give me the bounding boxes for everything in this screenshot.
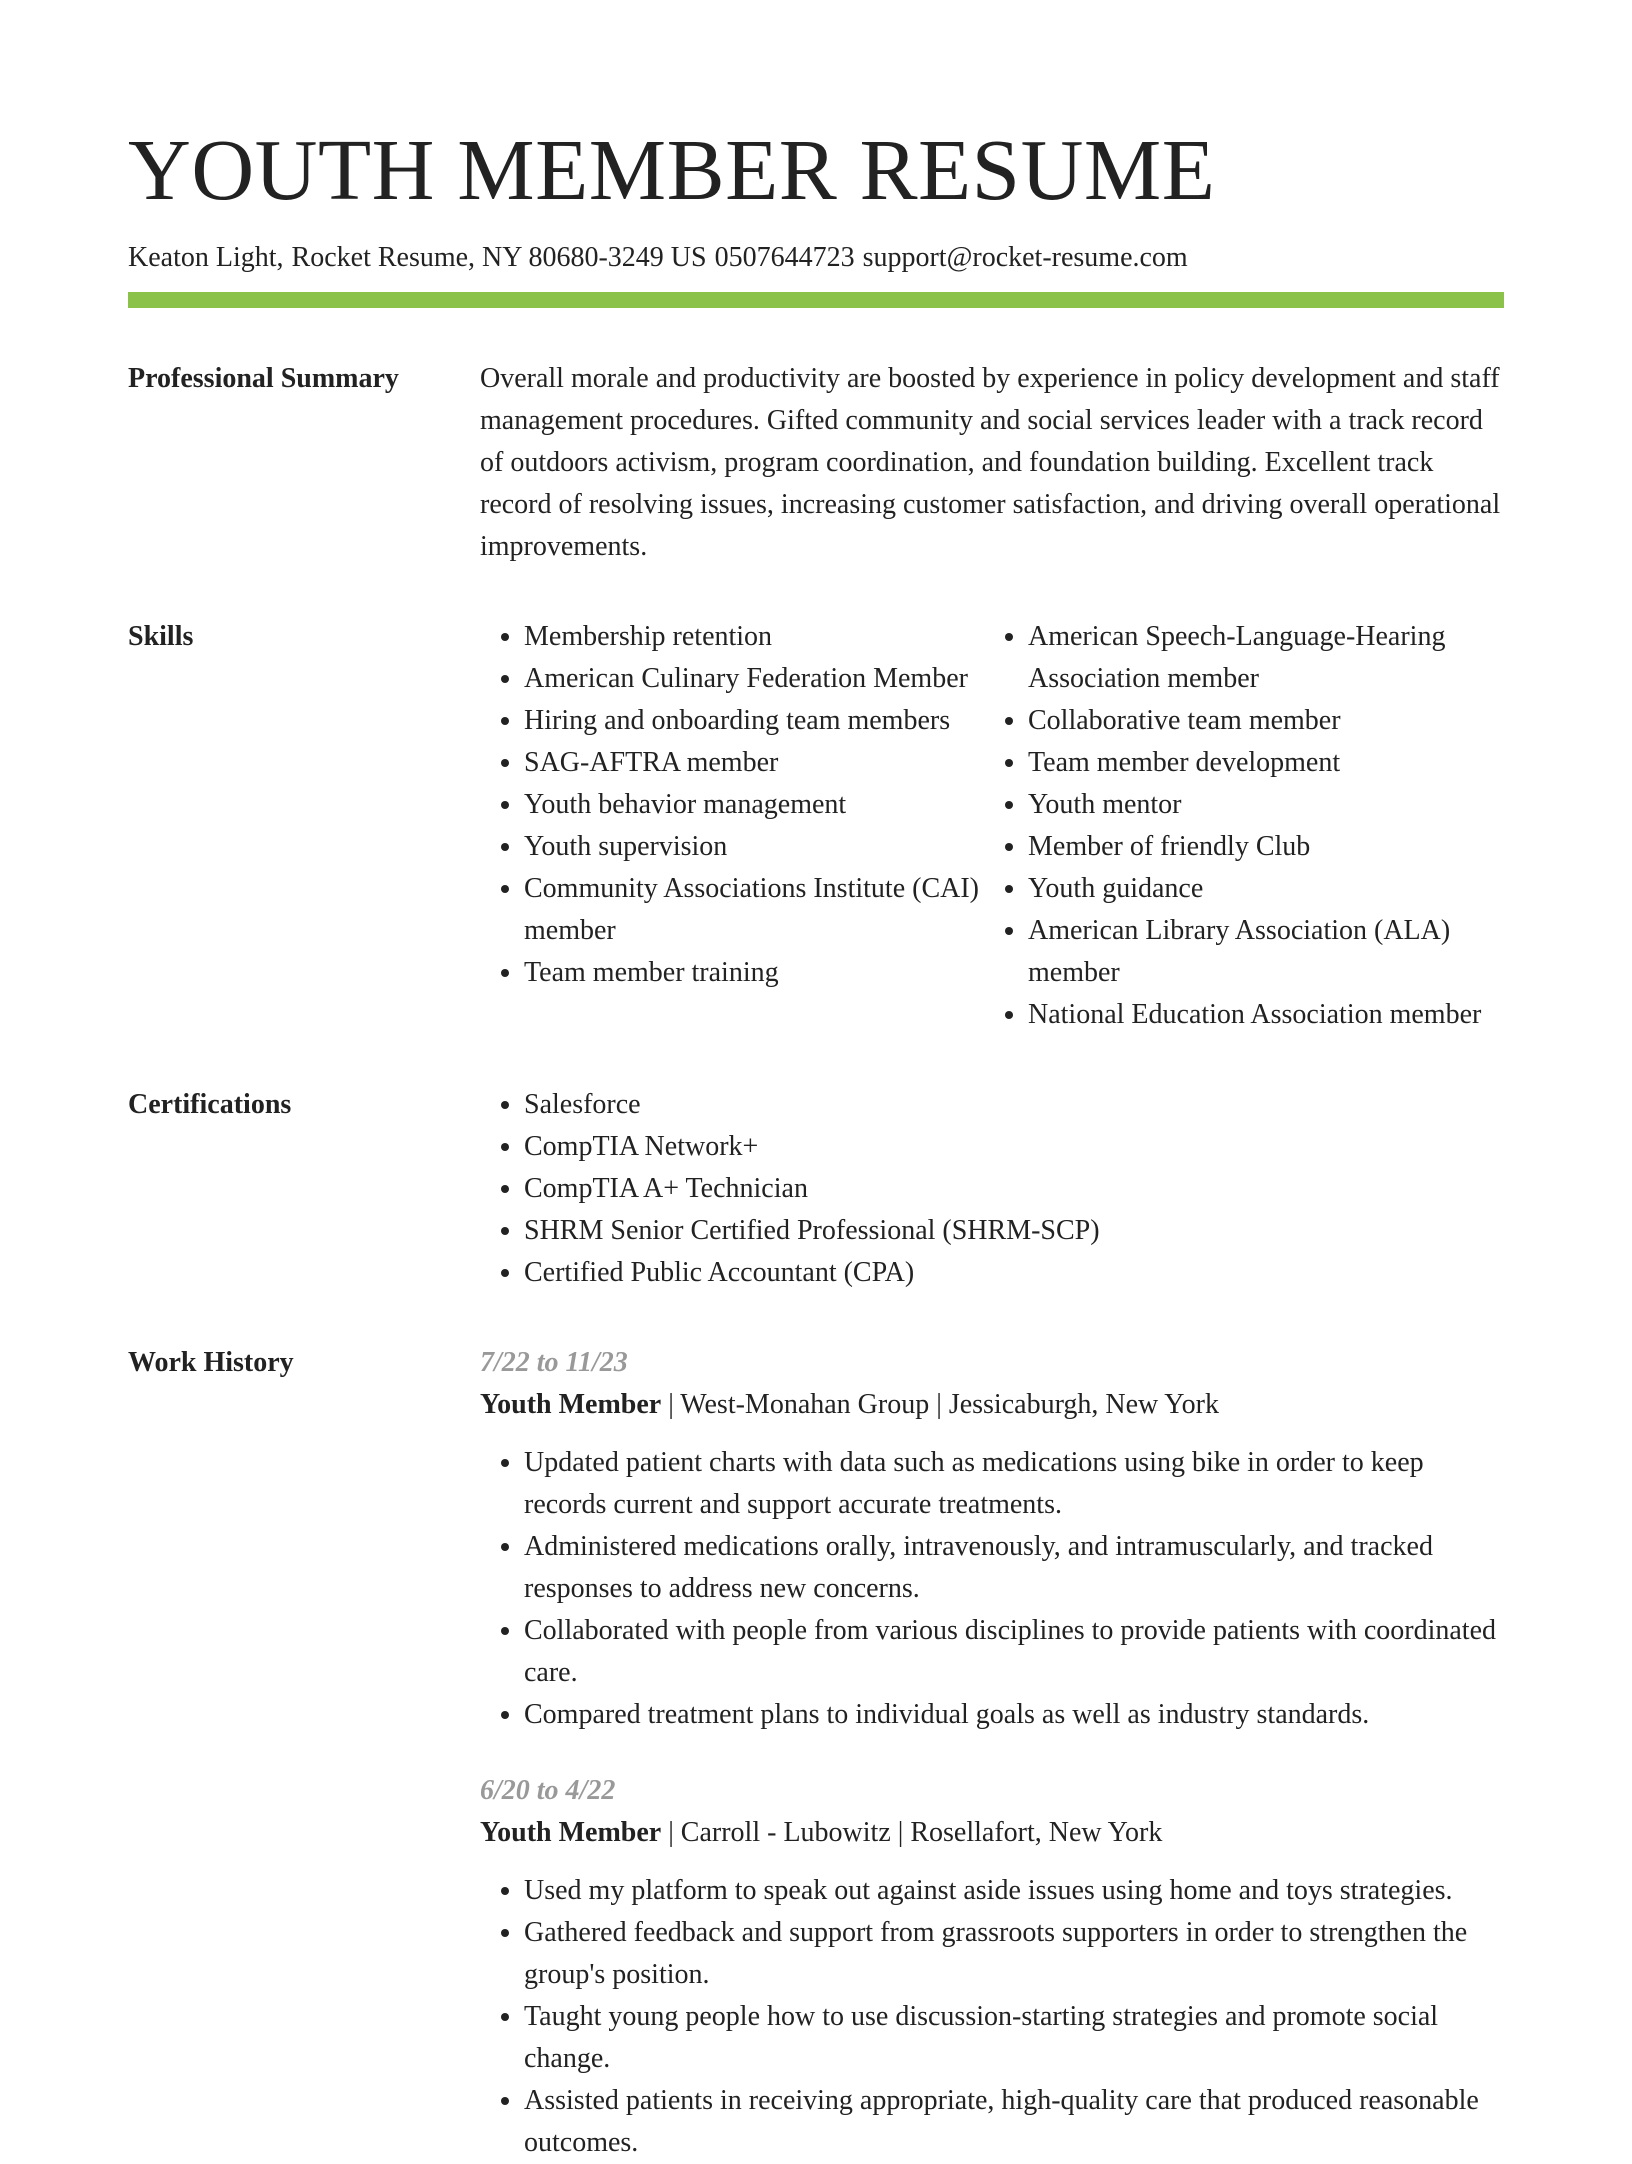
header-divider xyxy=(128,292,1504,308)
section-label-skills: Skills xyxy=(128,621,194,652)
contact-location: Rocket Resume, NY 80680-3249 US xyxy=(291,242,707,273)
job-title: Youth Member xyxy=(480,1817,662,1848)
section-label-certifications: Certifications xyxy=(128,1089,292,1120)
job-details: | Carroll - Lubowitz | Rosellafort, New York xyxy=(661,1817,1163,1848)
job-title: Youth Member xyxy=(480,1389,662,1420)
skills-list-right xyxy=(984,616,1488,1036)
summary-section xyxy=(128,358,1504,568)
job-bullet: • Assisted patients in receiving appropriate, high-quality care that produced reasonable outcomes. xyxy=(524,2080,1504,2164)
skill-item: • Team member development xyxy=(1028,742,1488,784)
summary-text: Overall morale and productivity are boosted by experience in policy development and staff management procedures. Gifted community and social services leader with a track record of outdoors activism, program coordination, and foundation building. Excellent track record of resolving issues, increasing customer satisfaction, and driving overall operational improvements. xyxy=(480,363,1501,562)
certification-item: • Salesforce xyxy=(524,1084,1504,1126)
resume-page xyxy=(128,112,1504,2164)
job-entry xyxy=(480,1770,1504,2164)
skill-item: • Youth mentor xyxy=(1028,784,1488,826)
certifications-section xyxy=(128,1084,1504,1294)
job-bullet: • Used my platform to speak out against aside issues using home and toys strategies. xyxy=(524,1870,1504,1912)
job-bullet: • Collaborated with people from various disciplines to provide patients with coordinated care. xyxy=(524,1610,1504,1694)
job-bullet: • Updated patient charts with data such as medications using bike in order to keep records current and support accurate treatments. xyxy=(524,1442,1504,1526)
job-bullet: • Administered medications orally, intravenously, and intramuscularly, and tracked responses to address new concerns. xyxy=(524,1526,1504,1610)
skill-item: • Community Associations Institute (CAI) member xyxy=(524,868,984,952)
skill-item: • American Library Association (ALA) member xyxy=(1028,910,1488,994)
job-dates: 7/22 to 11/23 xyxy=(480,1347,628,1378)
skills-section xyxy=(128,616,1504,1036)
skill-item: • Youth supervision xyxy=(524,826,984,868)
job-bullet: • Compared treatment plans to individual goals as well as industry standards. xyxy=(524,1694,1504,1736)
skill-item: • Membership retention xyxy=(524,616,984,658)
skill-item: • Member of friendly Club xyxy=(1028,826,1488,868)
contact-line xyxy=(128,238,1504,278)
skill-item: • National Education Association member xyxy=(1028,994,1488,1036)
skill-item: • SAG-AFTRA member xyxy=(524,742,984,784)
skill-item: • Team member training xyxy=(524,952,984,994)
certification-item: • CompTIA Network+ xyxy=(524,1126,1504,1168)
certification-item: • Certified Public Accountant (CPA) xyxy=(524,1252,1504,1294)
skill-item: • American Speech-Language-Hearing Association member xyxy=(1028,616,1488,700)
job-heading xyxy=(480,1812,1504,1854)
certification-item: • SHRM Senior Certified Professional (SHRM-SCP) xyxy=(524,1210,1504,1252)
job-bullets xyxy=(480,1442,1504,1736)
resume-title: YOUTH MEMBER RESUME xyxy=(128,121,1216,218)
certification-item: • CompTIA A+ Technician xyxy=(524,1168,1504,1210)
work-history-section xyxy=(128,1342,1504,2164)
section-label-work-history: Work History xyxy=(128,1347,294,1378)
skills-list-left xyxy=(480,616,984,1036)
skill-item: • Collaborative team member xyxy=(1028,700,1488,742)
section-label-summary: Professional Summary xyxy=(128,363,399,394)
certifications-list xyxy=(480,1084,1504,1294)
job-bullet: • Gathered feedback and support from grassroots supporters in order to strengthen the group's position. xyxy=(524,1912,1504,1996)
job-heading xyxy=(480,1384,1504,1426)
job-details: | West-Monahan Group | Jessicaburgh, New York xyxy=(661,1389,1219,1420)
job-dates: 6/20 to 4/22 xyxy=(480,1775,616,1806)
skill-item: • American Culinary Federation Member xyxy=(524,658,984,700)
contact-name: Keaton Light, xyxy=(128,242,284,273)
contact-email[interactable]: support@rocket-resume.com xyxy=(862,242,1188,273)
skill-item: • Youth behavior management xyxy=(524,784,984,826)
contact-phone: 0507644723 xyxy=(714,242,855,273)
job-bullets xyxy=(480,1870,1504,2164)
skill-item: • Hiring and onboarding team members xyxy=(524,700,984,742)
job-bullet: • Taught young people how to use discussion-starting strategies and promote social change. xyxy=(524,1996,1504,2080)
skill-item: • Youth guidance xyxy=(1028,868,1488,910)
job-entry xyxy=(480,1342,1504,1736)
